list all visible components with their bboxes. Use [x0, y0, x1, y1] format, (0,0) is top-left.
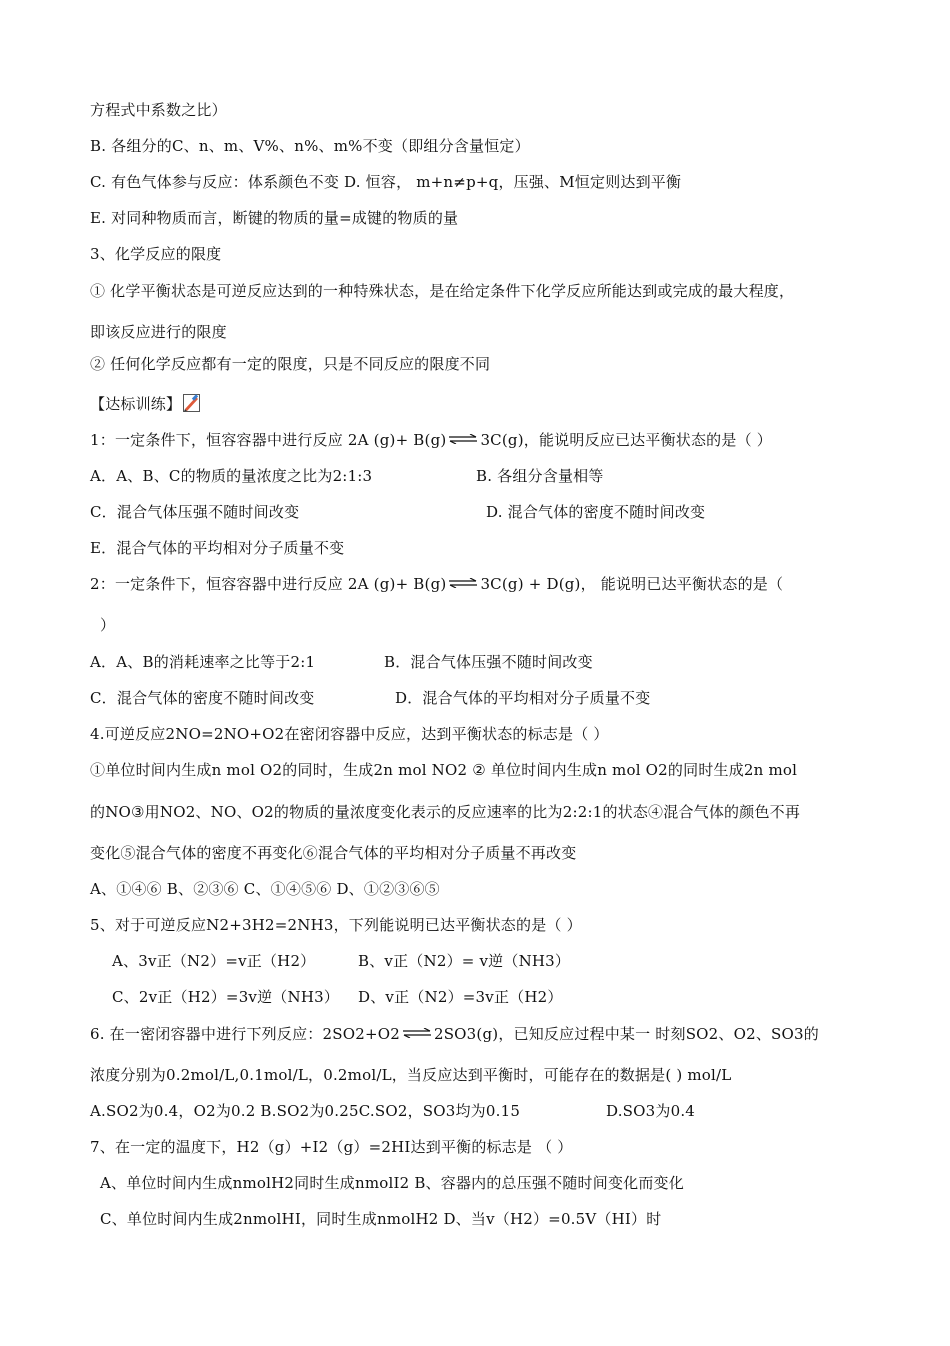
option-row: E．混合气体的平均相对分子质量不变: [90, 539, 345, 557]
option-row: A．A、B、C的物质的量浓度之比为2:1:3: [90, 467, 373, 485]
option-row: D. 混合气体的密度不随时间改变: [486, 503, 706, 521]
text-line: C. 有色气体参与反应：体系颜色不变 D. 恒容， m+n≠p+q，压强、M恒定则达到平衡: [90, 173, 682, 191]
exercise-heading: 【达标训练】: [90, 395, 182, 413]
option-row: C．混合气体压强不随时间改变: [90, 503, 300, 521]
text-line: 变化⑤混合气体的密度不再变化⑥混合气体的平均相对分子质量不再改变: [90, 844, 577, 862]
question-4: 4.可逆反应2NO=2NO+O2在密闭容器中反应，达到平衡状态的标志是（ ）: [90, 725, 609, 743]
option-row: D、v正（N2）=3v正（H2）: [358, 988, 563, 1006]
option-row: C、单位时间内生成2nmolHI，同时生成nmolH2 D、当v（H2）=0.5V（HI）时: [100, 1210, 662, 1228]
question-5: 5、对于可逆反应N2+3H2=2NH3，下列能说明已达平衡状态的是（ ）: [90, 916, 582, 934]
text-line: ① 化学平衡状态是可逆反应达到的一种特殊状态，是在给定条件下化学反应所能达到或完成的最大程度，: [90, 282, 795, 300]
option-row: D.SO3为0.4: [606, 1102, 696, 1120]
option-row: A、3v正（N2）=v正（H2）: [112, 952, 316, 970]
equilibrium-arrow-icon: [448, 434, 478, 444]
equilibrium-arrow-icon: [402, 1028, 432, 1038]
pencil-icon: [183, 394, 200, 412]
text-line: ）: [100, 616, 116, 634]
text-line: 浓度分别为0.2mol/L,0.1mol/L，0.2mol/L，当反应达到平衡时，可能存在的数据是( ) mol/L: [90, 1066, 732, 1084]
question-6: 6. 在一密闭容器中进行下列反应：2SO2+O2 2SO3(g)，已知反应过程中某一 时刻SO2、O2、SO3的: [90, 1025, 819, 1043]
text-line: 的NO③用NO2、NO、O2的物质的量浓度变化表示的反应速率的比为2:2:1的状态④混合气体的颜色不再: [90, 803, 801, 821]
option-row: A、单位时间内生成nmolH2同时生成nmolI2 B、容器内的总压强不随时间变化而变化: [100, 1174, 684, 1192]
option-row: B．混合气体压强不随时间改变: [384, 653, 593, 671]
text-line: B. 各组分的C、n、m、V%、n%、m%不变（即组分含量恒定）: [90, 137, 530, 155]
option-row: D．混合气体的平均相对分子质量不变: [395, 689, 651, 707]
text-line: E. 对同种物质而言，断键的物质的量=成键的物质的量: [90, 209, 459, 227]
question-7: 7、在一定的温度下，H2（g）+I2（g）=2HI达到平衡的标志是 （ ）: [90, 1138, 573, 1156]
option-row: A.SO2为0.4，O2为0.2 B.SO2为0.25C.SO2，SO3均为0.15: [90, 1102, 521, 1120]
text-line: 方程式中系数之比）: [90, 101, 227, 119]
section-heading: 3、化学反应的限度: [90, 245, 222, 263]
question-2: 2：一定条件下，恒容容器中进行反应 2A (g)+ B(g) 3C(g) + D(g)， 能说明已达平衡状态的是（: [90, 575, 784, 593]
text-line: ①单位时间内生成n mol O2的同时，生成2n mol NO2 ② 单位时间内生成n mol O2的同时生成2n mol: [90, 761, 798, 779]
option-row: C．混合气体的密度不随时间改变: [90, 689, 315, 707]
option-row: A、①④⑥ B、②③⑥ C、①④⑤⑥ D、①②③⑥⑤: [90, 880, 440, 898]
question-1: 1：一定条件下，恒容容器中进行反应 2A (g)+ B(g) 3C(g)，能说明反应已达平衡状态的是（ ）: [90, 431, 772, 449]
option-row: B. 各组分含量相等: [476, 467, 604, 485]
text-line: 即该反应进行的限度: [90, 323, 227, 341]
option-row: A．A、B的消耗速率之比等于2:1: [90, 653, 316, 671]
option-row: C、2v正（H2）=3v逆（NH3）: [112, 988, 340, 1006]
section-heading: [90, 394, 200, 414]
option-row: B、v正（N2）= v逆（NH3）: [358, 952, 571, 970]
text-line: ② 任何化学反应都有一定的限度，只是不同反应的限度不同: [90, 355, 491, 373]
equilibrium-arrow-icon: [448, 578, 478, 588]
